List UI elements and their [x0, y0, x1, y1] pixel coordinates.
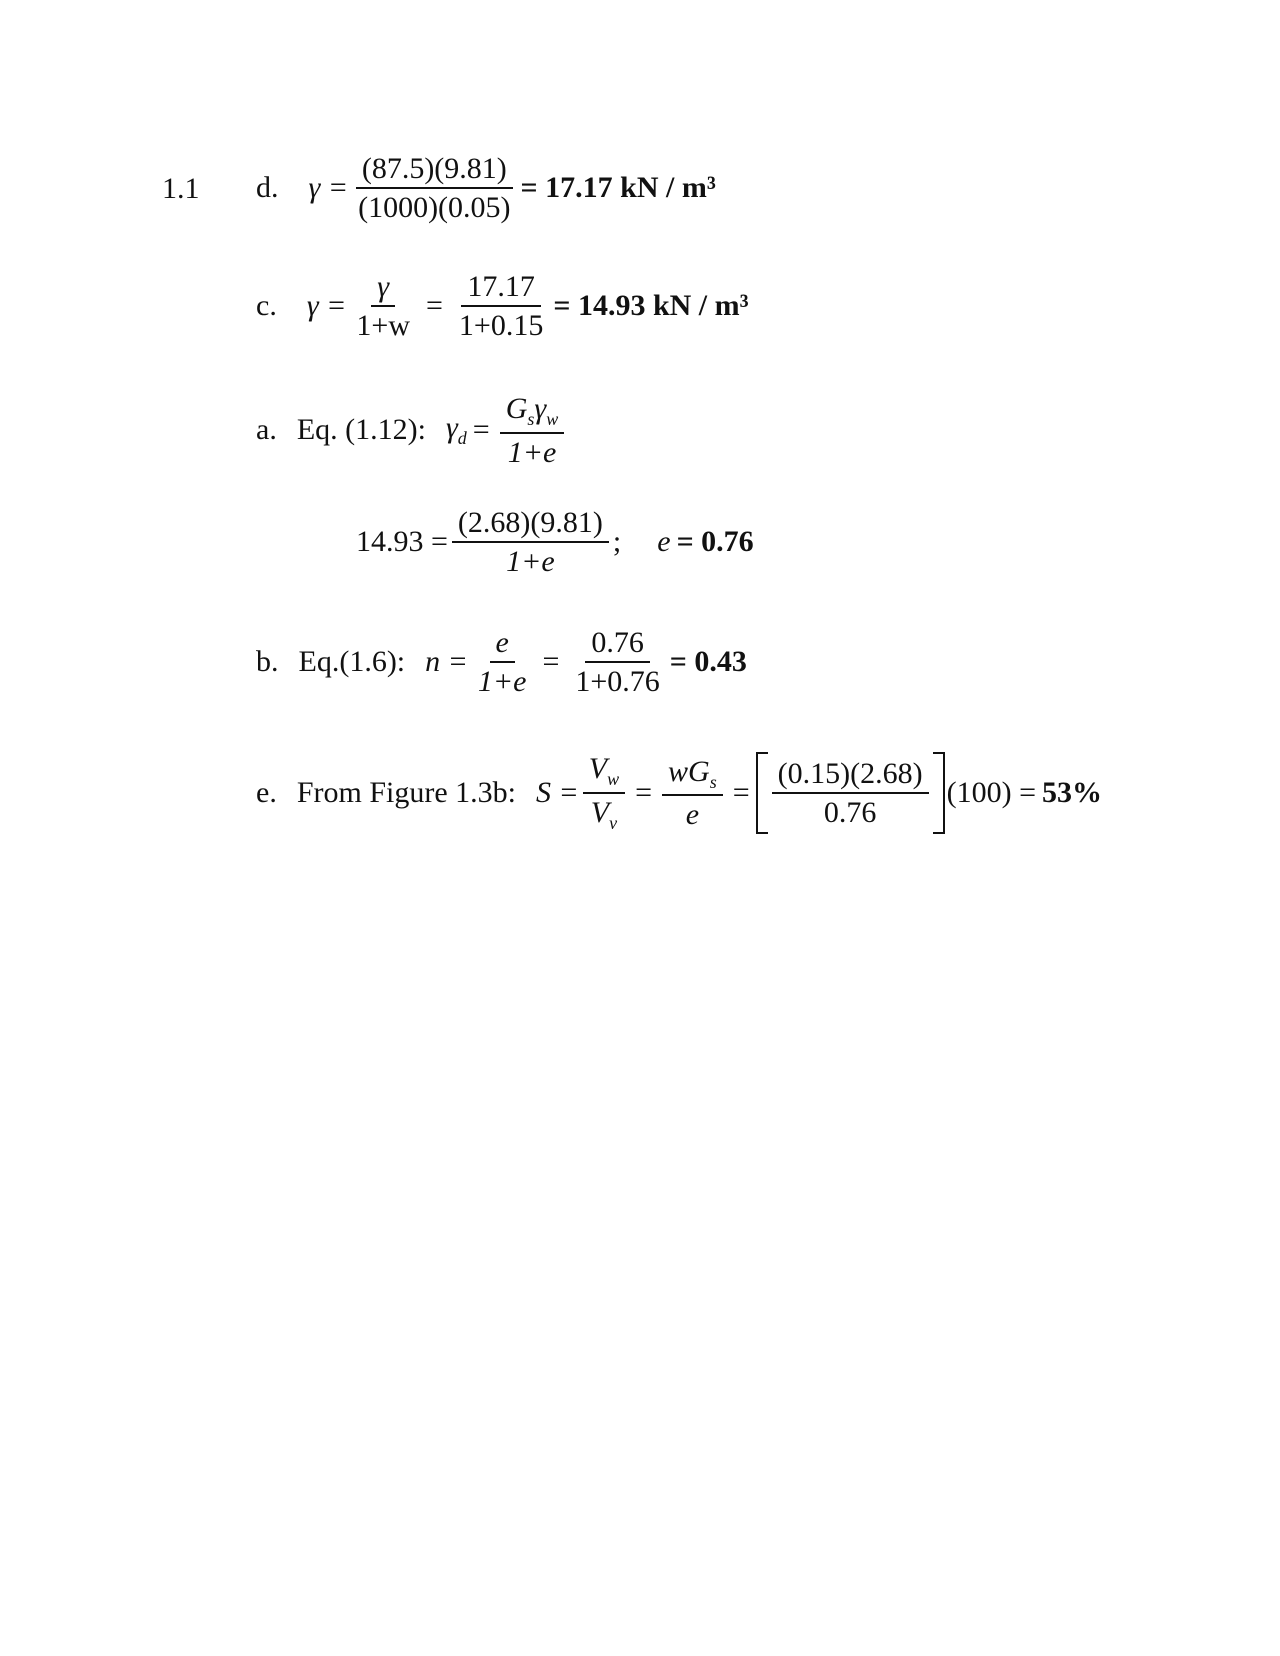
- part-e-fraction-3: [772, 757, 929, 829]
- part-b-label: b.: [256, 645, 279, 678]
- part-b-fraction-2: [569, 626, 665, 698]
- part-e-frac1-numerator: $V_w$: [583, 752, 625, 794]
- part-e-fraction-2: [662, 755, 723, 832]
- part-b-frac2-numerator: 0.76: [585, 626, 650, 663]
- part-a-line2-sep: ;: [612, 525, 622, 558]
- part-a-solution: [356, 506, 754, 578]
- part-a-line2-result: = 0.76: [676, 525, 754, 558]
- part-c-lhs: γ =: [306, 289, 347, 322]
- part-e-equals-2: =: [732, 776, 750, 809]
- part-e-equation: [256, 752, 1102, 834]
- part-c-label: c.: [256, 289, 277, 322]
- part-c-frac2-numerator: 17.17: [461, 270, 541, 307]
- part-b-frac1-denominator: 1+e: [477, 665, 527, 698]
- part-c-frac2-denominator: 1+0.15: [458, 309, 544, 342]
- part-a-line2-fraction: [452, 506, 609, 578]
- part-c-equals: =: [426, 289, 443, 322]
- problem-number: 1.1: [162, 172, 200, 205]
- part-e-result: 53%: [1042, 776, 1103, 809]
- part-c-equation: [256, 270, 749, 342]
- part-a-line2-var: e: [657, 525, 671, 558]
- part-b-fraction-1: [472, 626, 533, 698]
- part-b-ref: Eq.(1.6):: [298, 645, 406, 678]
- part-e-multiplier: (100) =: [946, 776, 1037, 809]
- part-b-frac2-denominator: 1+0.76: [575, 665, 660, 698]
- part-c-frac1-denominator: 1+w: [356, 309, 410, 342]
- part-a-fraction: [500, 392, 565, 469]
- part-b-equation: [256, 626, 747, 698]
- part-b-frac1-numerator: e: [490, 626, 515, 663]
- part-e-frac3-denominator: 0.76: [823, 796, 877, 829]
- part-a-equals: =: [472, 413, 490, 447]
- part-e-fraction-1: [583, 752, 625, 834]
- part-c-fraction-1: [350, 270, 416, 342]
- part-a-line2-denominator: 1+e: [506, 545, 555, 578]
- part-a-line2-lhs: 14.93 =: [356, 525, 448, 558]
- part-c-frac1-numerator: γ: [371, 270, 395, 307]
- part-e-frac2-numerator: $wG_s$: [662, 755, 723, 797]
- part-a-label: a.: [256, 413, 277, 447]
- part-a-numerator: $G_s\gamma_w$: [500, 392, 565, 434]
- part-d-lhs: γ =: [308, 171, 349, 204]
- part-b-equals: =: [542, 645, 560, 678]
- part-e-label: e.: [256, 776, 277, 809]
- part-d-denominator: (1000)(0.05): [358, 191, 511, 224]
- part-e-ref: From Figure 1.3b:: [296, 776, 516, 809]
- part-a-equation: [256, 392, 568, 469]
- part-b-result: = 0.43: [669, 645, 747, 678]
- part-d-label: d.: [256, 171, 279, 204]
- part-a-lhs: $\gamma_d$: [445, 411, 467, 449]
- part-e-frac1-denominator: $V_v$: [590, 796, 618, 833]
- part-a-denominator: 1+e: [507, 435, 557, 469]
- part-e-lhs: S =: [536, 776, 579, 809]
- part-e-frac3-numerator: (0.15)(2.68): [772, 757, 929, 794]
- part-d-equation: [256, 152, 716, 224]
- right-bracket-icon: [933, 752, 945, 834]
- left-bracket-icon: [756, 752, 768, 834]
- part-e-bracket-group: [756, 752, 945, 834]
- part-c-result: = 14.93 kN / m³: [553, 289, 749, 322]
- part-b-lhs: n =: [425, 645, 468, 678]
- part-e-frac2-denominator: e: [685, 798, 700, 832]
- part-d-result: = 17.17 kN / m³: [520, 171, 716, 204]
- part-c-fraction-2: [453, 270, 549, 342]
- part-d-numerator: (87.5)(9.81): [356, 152, 513, 189]
- part-a-ref: Eq. (1.12):: [296, 413, 426, 447]
- part-a-line2-numerator: (2.68)(9.81): [452, 506, 609, 543]
- part-d-fraction: [352, 152, 516, 224]
- part-e-equals-1: =: [635, 776, 653, 809]
